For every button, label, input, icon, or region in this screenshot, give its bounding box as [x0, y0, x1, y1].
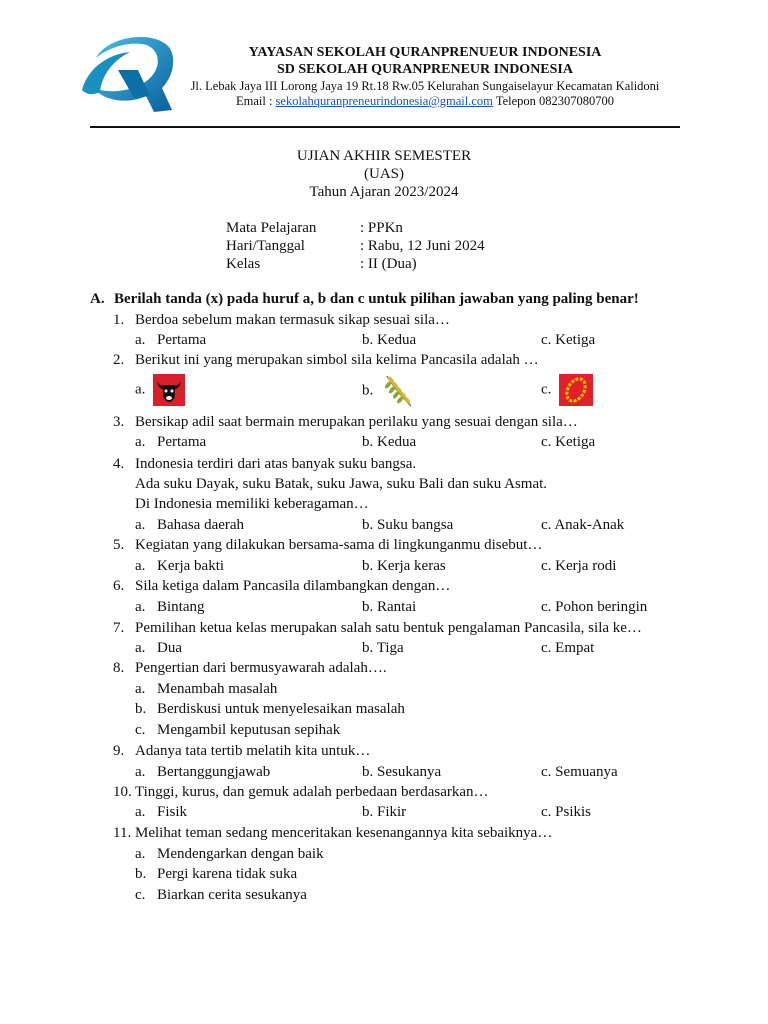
academic-year: Tahun Ajaran 2023/2024 — [309, 184, 459, 200]
option-letter: a. — [135, 599, 146, 615]
section-letter: A. — [90, 291, 105, 307]
question-1 — [113, 312, 450, 329]
option-text: Pertama — [157, 434, 207, 450]
q5-option-c[interactable]: c. Kerja rodi — [541, 558, 617, 574]
question-number: 11. — [113, 825, 132, 841]
q10-option-c[interactable]: c. Psikis — [541, 804, 592, 820]
question-number: 4. — [113, 456, 125, 472]
option-letter: b. — [135, 701, 147, 717]
school-address: Jl. Lebak Jaya III Lorong Jaya 19 Rt.18 Rw.05 Kelurahan Sungaiselayur Kecamatan Kalidoni — [190, 79, 660, 93]
q4-option-b[interactable]: b. Suku bangsa — [362, 517, 454, 533]
banteng-head-icon — [153, 374, 185, 406]
school-q-logo — [78, 30, 176, 120]
question-4-line-3: Di Indonesia memiliki keberagaman… — [135, 496, 369, 512]
question-text: Kegiatan yang dilakukan bersama-sama di lingkunganmu disebut… — [135, 537, 543, 553]
question-9 — [113, 743, 370, 760]
foundation-name: YAYASAN SEKOLAH QURANPRENUEUR INDONESIA — [248, 45, 602, 60]
contact-line — [180, 94, 670, 109]
option-letter: c. — [541, 381, 552, 398]
q3-option-c[interactable]: c. Ketiga — [541, 434, 596, 450]
option-letter: c. — [135, 722, 146, 738]
question-number: 3. — [113, 414, 125, 430]
q3-option-a[interactable] — [135, 434, 206, 451]
question-text: Berdoa sebelum makan termasuk sikap sesuai sila… — [135, 312, 450, 328]
option-text: Mengambil keputusan sepihak — [157, 722, 341, 738]
option-text: Kerja bakti — [157, 558, 225, 574]
option-text: Berdiskusi untuk menyelesaikan masalah — [157, 701, 405, 717]
chain-icon — [559, 374, 593, 406]
option-letter: b. — [362, 382, 374, 399]
q7-option-a[interactable] — [135, 640, 182, 657]
meta-value-date: : Rabu, 12 Juni 2024 — [360, 238, 485, 254]
option-letter: a. — [135, 517, 146, 533]
q11-option-a[interactable] — [135, 846, 324, 863]
q2-option-b[interactable] — [362, 374, 415, 408]
q8-option-b[interactable] — [135, 701, 405, 718]
option-text: Fisik — [157, 804, 188, 820]
meta-value-subject: : PPKn — [360, 220, 403, 236]
option-letter: a. — [135, 681, 146, 697]
question-5 — [113, 537, 542, 554]
question-8 — [113, 660, 387, 677]
q7-option-b[interactable]: b. Tiga — [362, 640, 404, 656]
question-2 — [113, 352, 539, 369]
q6-option-b[interactable]: b. Rantai — [362, 599, 417, 615]
padi-kapas-icon — [381, 374, 415, 408]
option-text: Biarkan cerita sesukanya — [157, 887, 307, 903]
q1-option-b[interactable]: b. Kedua — [362, 332, 417, 348]
header-divider — [90, 126, 680, 128]
email-label: Email : — [235, 94, 273, 108]
q1-option-a[interactable] — [135, 332, 206, 349]
option-letter: a. — [135, 764, 146, 780]
q2-option-c[interactable] — [541, 374, 593, 406]
q5-option-b[interactable]: b. Kerja keras — [362, 558, 446, 574]
q10-option-a[interactable] — [135, 804, 187, 821]
question-text: Indonesia terdiri dari atas banyak suku bangsa. — [135, 456, 417, 472]
question-text: Pengertian dari bermusyawarah adalah…. — [135, 660, 387, 676]
meta-label-class: Kelas — [226, 256, 261, 272]
question-number: 9. — [113, 743, 125, 759]
option-letter: a. — [135, 381, 146, 398]
exam-title: UJIAN AKHIR SEMESTER — [296, 148, 472, 164]
q6-option-a[interactable] — [135, 599, 205, 616]
q9-option-c[interactable]: c. Semuanya — [541, 764, 618, 780]
q2-option-a[interactable] — [135, 374, 185, 406]
option-letter: a. — [135, 332, 146, 348]
q1-option-c[interactable]: c. Ketiga — [541, 332, 596, 348]
question-number: 8. — [113, 660, 125, 676]
option-text: Pertama — [157, 332, 207, 348]
option-letter: b. — [135, 866, 147, 882]
q4-option-a[interactable] — [135, 517, 244, 534]
question-4 — [113, 456, 416, 473]
option-text: Bintang — [157, 599, 205, 615]
q6-option-c[interactable]: c. Pohon beringin — [541, 599, 648, 615]
question-text: Tinggi, kurus, dan gemuk adalah perbedaan berdasarkan… — [135, 784, 489, 800]
question-number: 1. — [113, 312, 125, 328]
option-letter: c. — [135, 887, 146, 903]
q11-option-b[interactable] — [135, 866, 297, 883]
option-letter: a. — [135, 434, 146, 450]
question-number: 2. — [113, 352, 125, 368]
q9-option-b[interactable]: b. Sesukanya — [362, 764, 442, 780]
option-letter: a. — [135, 558, 146, 574]
q9-option-a[interactable] — [135, 764, 270, 781]
option-letter: a. — [135, 846, 146, 862]
q3-option-b[interactable]: b. Kedua — [362, 434, 417, 450]
question-text: Pemilihan ketua kelas merupakan salah satu bentuk pengalaman Pancasila, sila ke… — [135, 620, 642, 636]
question-10 — [113, 784, 489, 801]
meta-label-date: Hari/Tanggal — [226, 238, 305, 254]
question-text: Adanya tata tertib melatih kita untuk… — [135, 743, 371, 759]
exam-abbr: (UAS) — [364, 166, 404, 182]
question-number: 6. — [113, 578, 125, 594]
q8-option-c[interactable] — [135, 722, 340, 739]
question-text: Bersikap adil saat bermain merupakan perilaku yang sesuai dengan sila… — [135, 414, 578, 430]
option-text: Bahasa daerah — [157, 517, 245, 533]
section-heading — [90, 291, 639, 308]
option-text: Dua — [157, 640, 182, 656]
option-text: Menambah masalah — [157, 681, 278, 697]
question-text: Berikut ini yang merupakan simbol sila kelima Pancasila adalah … — [135, 352, 539, 368]
question-11 — [113, 825, 552, 842]
question-3 — [113, 414, 578, 431]
q11-option-c[interactable] — [135, 887, 307, 904]
question-text: Sila ketiga dalam Pancasila dilambangkan dengan… — [135, 578, 451, 594]
option-letter: a. — [135, 640, 146, 656]
meta-label-subject: Mata Pelajaran — [226, 220, 317, 236]
question-4-line-2: Ada suku Dayak, suku Batak, suku Jawa, suku Bali dan suku Asmat. — [135, 476, 548, 492]
question-7 — [113, 620, 642, 637]
question-number: 5. — [113, 537, 125, 553]
q7-option-c[interactable]: c. Empat — [541, 640, 595, 656]
school-name: SD SEKOLAH QURANPRENEUR INDONESIA — [277, 62, 573, 77]
question-number: 10. — [113, 784, 132, 800]
phone-number: Telepon 082307080700 — [495, 94, 615, 108]
question-number: 7. — [113, 620, 125, 636]
q10-option-b[interactable]: b. Fikir — [362, 804, 407, 820]
email-link[interactable]: sekolahquranpreneurindonesia@gmail.com — [275, 94, 493, 108]
meta-value-class: : II (Dua) — [360, 256, 417, 272]
option-text: Pergi karena tidak suka — [157, 866, 298, 882]
question-6 — [113, 578, 450, 595]
q4-option-c[interactable]: c. Anak-Anak — [541, 517, 625, 533]
option-letter: a. — [135, 804, 146, 820]
q5-option-a[interactable] — [135, 558, 224, 575]
section-instruction: Berilah tanda (x) pada huruf a, b dan c untuk pilihan jawaban yang paling benar! — [114, 291, 639, 307]
q8-option-a[interactable] — [135, 681, 277, 698]
question-text: Melihat teman sedang menceritakan kesenangannya kita sebaiknya… — [135, 825, 553, 841]
option-text: Mendengarkan dengan baik — [157, 846, 324, 862]
option-text: Bertanggungjawab — [157, 764, 271, 780]
